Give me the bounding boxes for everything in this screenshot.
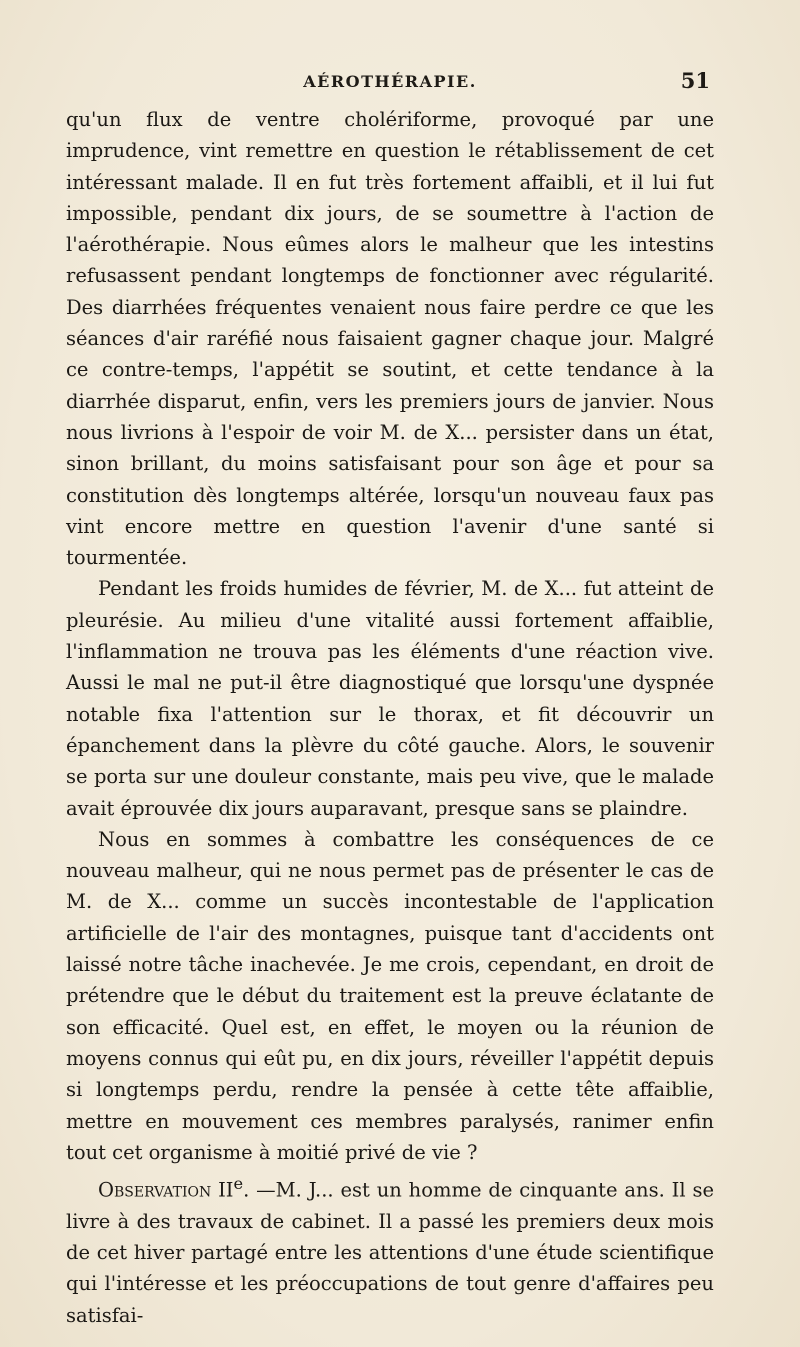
page-header	[66, 68, 714, 98]
observation-label: Observation	[98, 1178, 212, 1202]
observation-number-suffix: e	[233, 1174, 244, 1194]
paragraph-pleurisy: Pendant les froids humides de février, M. de X... fut atteint de pleurésie. Au milieu d'une vitalité aussi fortement affaiblie, l'inflammation ne trouva pas les éléments d'une réaction vive. Aussi le mal ne put-il être diagnostiqué que lorsqu'une dyspnée notable fixa l'attention sur le thorax, et fit découvrir un épanchement dans la plèvre du côté gauche. Alors, le souvenir se porta sur une douleur constante, mais peu vive, que le malade avait éprouvée dix jours auparavant, presque sans se plaindre.	[66, 577, 714, 820]
paragraph-observation	[66, 1168, 714, 1331]
body-text	[66, 104, 714, 1331]
paragraph-conclusion: Nous en sommes à combattre les conséquences de ce nouveau malheur, qui ne nous permet pas de présenter le cas de M. de X... comme un succès incontestable de l'application artificielle de l'air des montagnes, puisque tant d'accidents ont laissé notre tâche inachevée. Je me crois, cependant, en droit de prétendre que le début du traitement est la preuve éclatante de son efficacité. Quel est, en effet, le moyen ou la réunion de moyens connus qui eût pu, en dix jours, réveiller l'appétit depuis si longtemps perdu, rendre la pensée à cette tête affaiblie, mettre en mouvement ces membres paralysés, ranimer enfin tout cet organisme à moitié privé de vie ?	[66, 827, 714, 1164]
observation-text: . —M. J... est un homme de cinquante ans. Il se livre à des travaux de cabinet. Il a passé les premiers deux mois de cet hiver partagé entre les attentions d'une étude scientifique qui l'intéresse et les préoccupations de tout genre d'affaires peu satisfai-	[66, 1178, 714, 1327]
observation-number: II	[218, 1178, 234, 1202]
running-title: AÉROTHÉRAPIE.	[303, 72, 477, 91]
page-number: 51	[680, 68, 710, 93]
paragraph-continuation: qu'un flux de ventre cholériforme, provoqué par une imprudence, vint remettre en question le rétablissement de cet intéressant malade. Il en fut très fortement affaibli, et il lui fut impossible, pendant dix jours, de se soumettre à l'action de l'aérothérapie. Nous eûmes alors le malheur que les intestins refusassent pendant longtemps de fonctionner avec régularité. Des diarrhées fréquentes venaient nous faire perdre ce que les séances d'air raréfié nous faisaient gagner chaque jour. Malgré ce contre-temps, l'appétit se soutint, et cette tendance à la diarrhée disparut, enfin, vers les premiers jours de janvier. Nous nous livrions à l'espoir de voir M. de X... persister dans un état, sinon brillant, du moins satisfaisant pour son âge et pour sa constitution dès longtemps altérée, lorsqu'un nouveau faux pas vint encore mettre en question l'avenir d'une santé si tourmentée.	[66, 108, 714, 570]
